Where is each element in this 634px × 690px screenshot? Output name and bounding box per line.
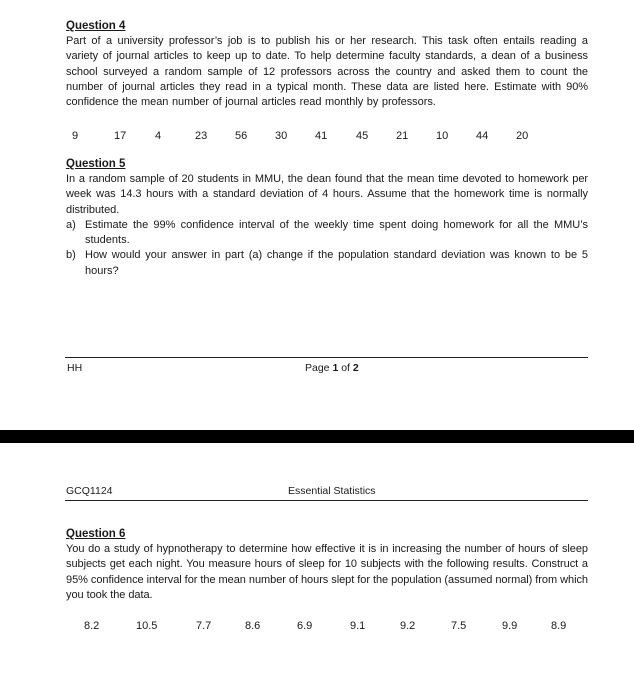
part-text: Estimate the 99% confidence interval of the weekly time spent doing homework for all the MMU’s students.: [85, 218, 588, 247]
question-6-section: [66, 527, 588, 603]
question-6-text: You do a study of hypnotherapy to determine how effective it is in increasing the number of hours of sleep subjects get each night. You measure hours of sleep for 10 subjects with the following results. Construct a 95% confidence interval for the mean number of hours slept for the population (assumed normal) from which you took the data.: [66, 543, 588, 601]
part-marker: a): [66, 218, 76, 231]
data-value: 56: [235, 130, 248, 142]
footer-page-number: [305, 361, 359, 375]
data-value: 10: [436, 130, 449, 142]
data-value: 10.5: [136, 620, 158, 632]
page-prefix: Page: [305, 362, 333, 374]
data-value: 9.1: [350, 620, 366, 632]
header-course-code: GCQ1124: [66, 485, 113, 497]
question-5-text: In a random sample of 20 students in MMU, the dean found that the mean time devoted to homework per week was 14.3 hours with a standard deviation of 4 hours. Assume that the homework time is normally distributed.: [66, 173, 588, 216]
question-5-part-a: [66, 218, 588, 249]
data-value: 21: [396, 130, 409, 142]
data-value: 17: [114, 130, 127, 142]
question-6-data-row: [0, 618, 634, 634]
data-value: 9.9: [502, 620, 518, 632]
data-value: 9: [72, 130, 79, 142]
data-value: 20: [516, 130, 529, 142]
data-value: 8.9: [551, 620, 567, 632]
data-value: 45: [356, 130, 369, 142]
question-5-part-b: [66, 248, 588, 279]
question-5-title: Question 5: [66, 158, 126, 170]
data-value: 6.9: [297, 620, 313, 632]
header-course-title: Essential Statistics: [288, 485, 376, 497]
page-separator-bar: [0, 430, 634, 443]
page-current: 1: [332, 362, 339, 374]
part-marker: b): [66, 249, 76, 262]
data-value: 30: [275, 130, 288, 142]
question-6-title: Question 6: [66, 528, 126, 540]
data-value: 8.6: [245, 620, 261, 632]
page-separator: of: [338, 362, 353, 374]
data-value: 23: [195, 130, 208, 142]
question-5-parts: [66, 218, 588, 279]
data-value: 4: [155, 130, 162, 142]
data-value: 41: [315, 130, 328, 142]
part-text: How would your answer in part (a) change if the population standard deviation was known to be 5 hours?: [85, 249, 588, 277]
question-4-text: Part of a university professor’s job is to publish his or her research. This task often entails reading a variety of journal articles to keep up to date. To help determine faculty standards, a dean of a business school surveyed a random sample of 12 professors across the country and asked them to count the number of journal articles they read in a typical month. These data are listed here. Estimate with 90% confidence the mean number of journal articles read monthly by professors.: [66, 35, 588, 109]
data-value: 44: [476, 130, 489, 142]
question-4-section: [66, 19, 588, 110]
data-value: 8.2: [84, 620, 100, 632]
question-4-data-row: [0, 128, 634, 144]
question-5-section: [66, 157, 588, 279]
data-value: 7.5: [451, 620, 467, 632]
document-page-2: [0, 443, 634, 690]
footer-divider: [65, 357, 588, 358]
page-total: 2: [352, 362, 359, 374]
data-value: 7.7: [196, 620, 212, 632]
footer-author: HH: [67, 362, 83, 374]
header-divider: [65, 500, 588, 501]
question-4-title: Question 4: [66, 20, 126, 32]
data-value: 9.2: [400, 620, 416, 632]
